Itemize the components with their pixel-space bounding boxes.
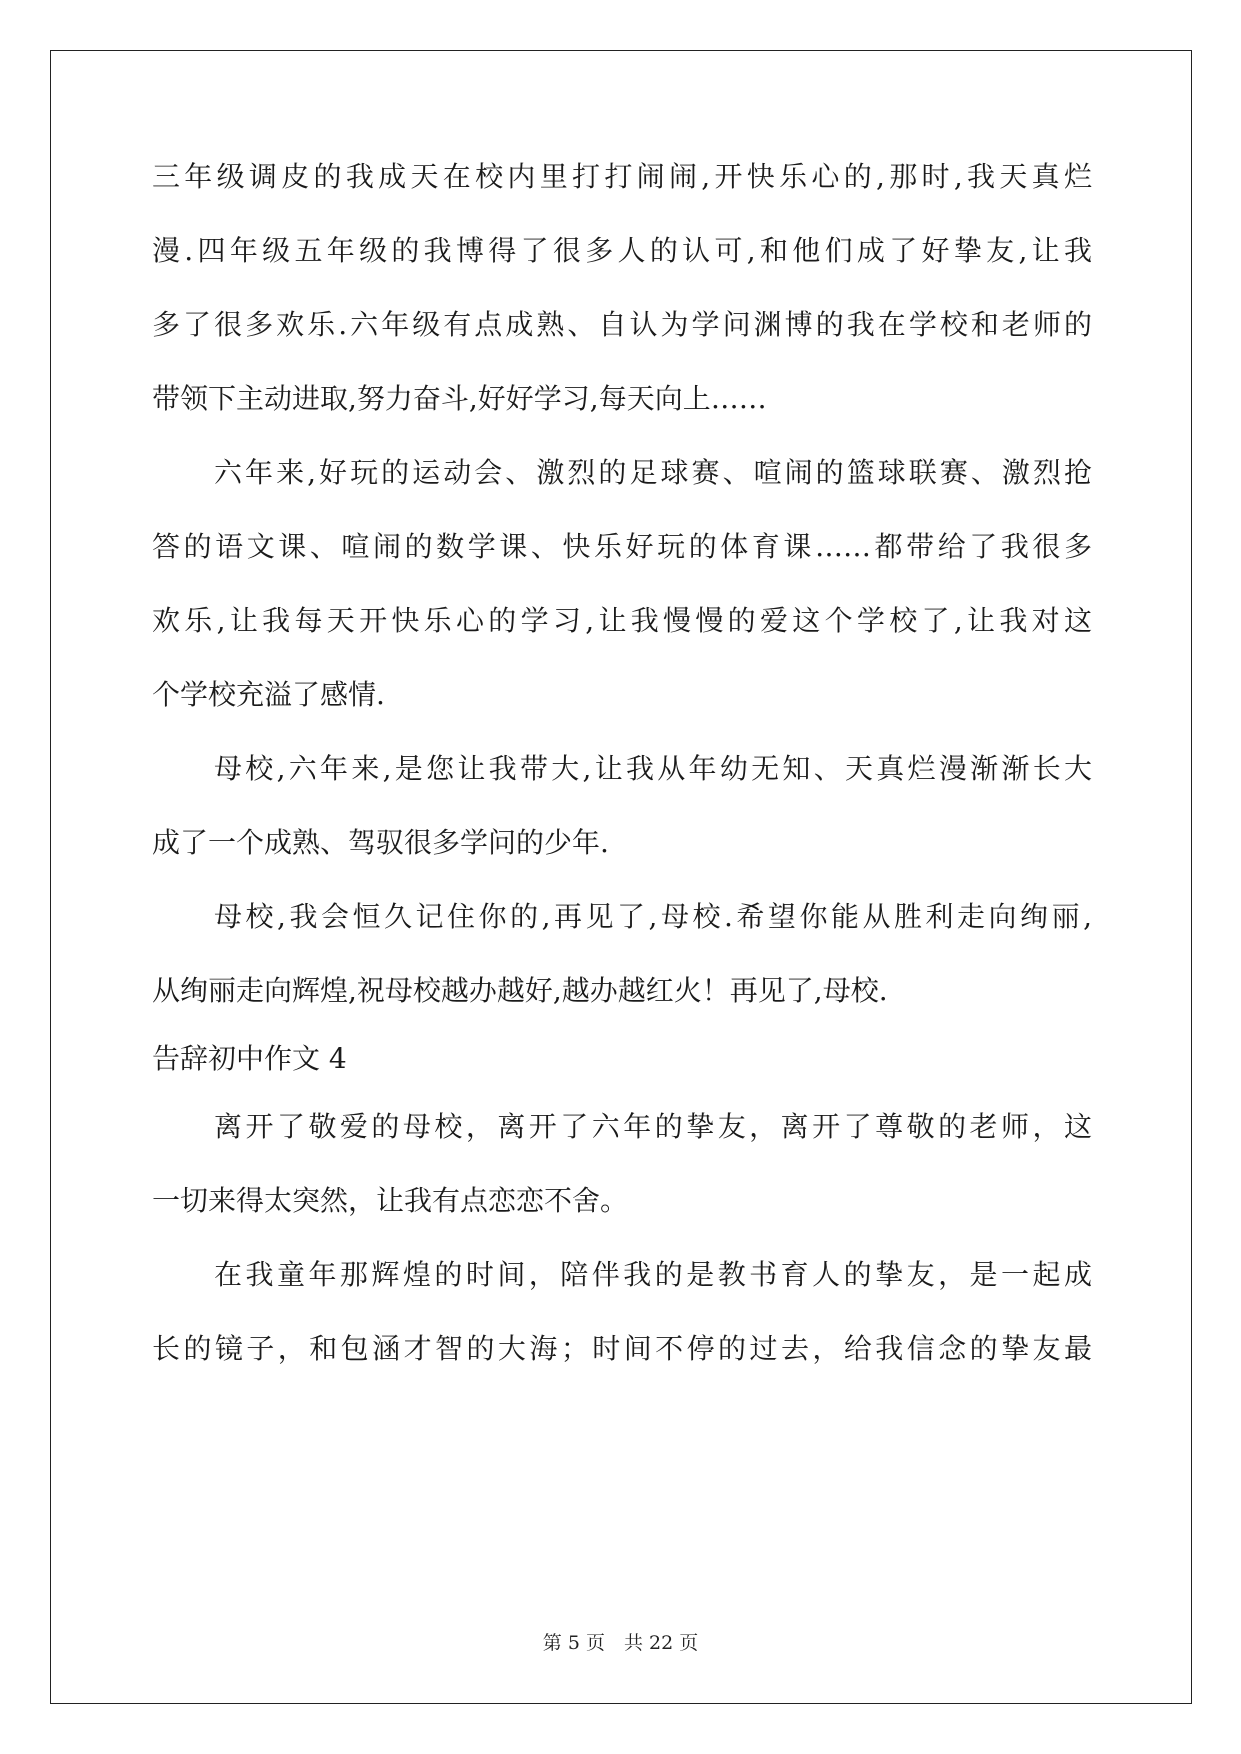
text-line: 成了一个成熟、驾驭很多学问的少年. — [152, 826, 609, 859]
paragraph-first-line: 母校,我会恒久记住你的,再见了,母校.希望你能从胜利走向绚丽, — [214, 900, 1092, 933]
text-line: 长的镜子，和包涵才智的大海；时间不停的过去，给我信念的挚友最 — [152, 1332, 1092, 1365]
text-line: 三年级调皮的我成天在校内里打打闹闹,开快乐心的,那时,我天真烂 — [152, 160, 1092, 193]
text-line: 带领下主动进取,努力奋斗,好好学习,每天向上…… — [152, 382, 767, 415]
text-line: 欢乐,让我每天开快乐心的学习,让我慢慢的爱这个学校了,让我对这 — [152, 604, 1092, 637]
paragraph-first-line: 离开了敬爱的母校，离开了六年的挚友，离开了尊敬的老师，这 — [214, 1110, 1092, 1143]
text-line: 多了很多欢乐.六年级有点成熟、自认为学问渊博的我在学校和老师的 — [152, 308, 1092, 341]
page-number-footer: 第 5 页 共 22 页 — [542, 1632, 699, 1654]
text-line: 漫.四年级五年级的我博得了很多人的认可,和他们成了好挚友,让我 — [152, 234, 1092, 267]
text-line: 答的语文课、喧闹的数学课、快乐好玩的体育课……都带给了我很多 — [152, 530, 1092, 563]
text-line: 一切来得太突然，让我有点恋恋不舍。 — [152, 1184, 629, 1217]
paragraph-first-line: 母校,六年来,是您让我带大,让我从年幼无知、天真烂漫渐渐长大 — [214, 752, 1092, 785]
page-border — [50, 50, 1192, 1704]
section-heading: 告辞初中作文 4 — [152, 1042, 347, 1075]
paragraph-first-line: 六年来,好玩的运动会、激烈的足球赛、喧闹的篮球联赛、激烈抢 — [214, 456, 1092, 489]
paragraph-first-line: 在我童年那辉煌的时间，陪伴我的是教书育人的挚友，是一起成 — [214, 1258, 1092, 1291]
text-line: 从绚丽走向辉煌,祝母校越办越好,越办越红火！再见了,母校. — [152, 974, 888, 1007]
text-line: 个学校充溢了感情. — [152, 678, 385, 711]
